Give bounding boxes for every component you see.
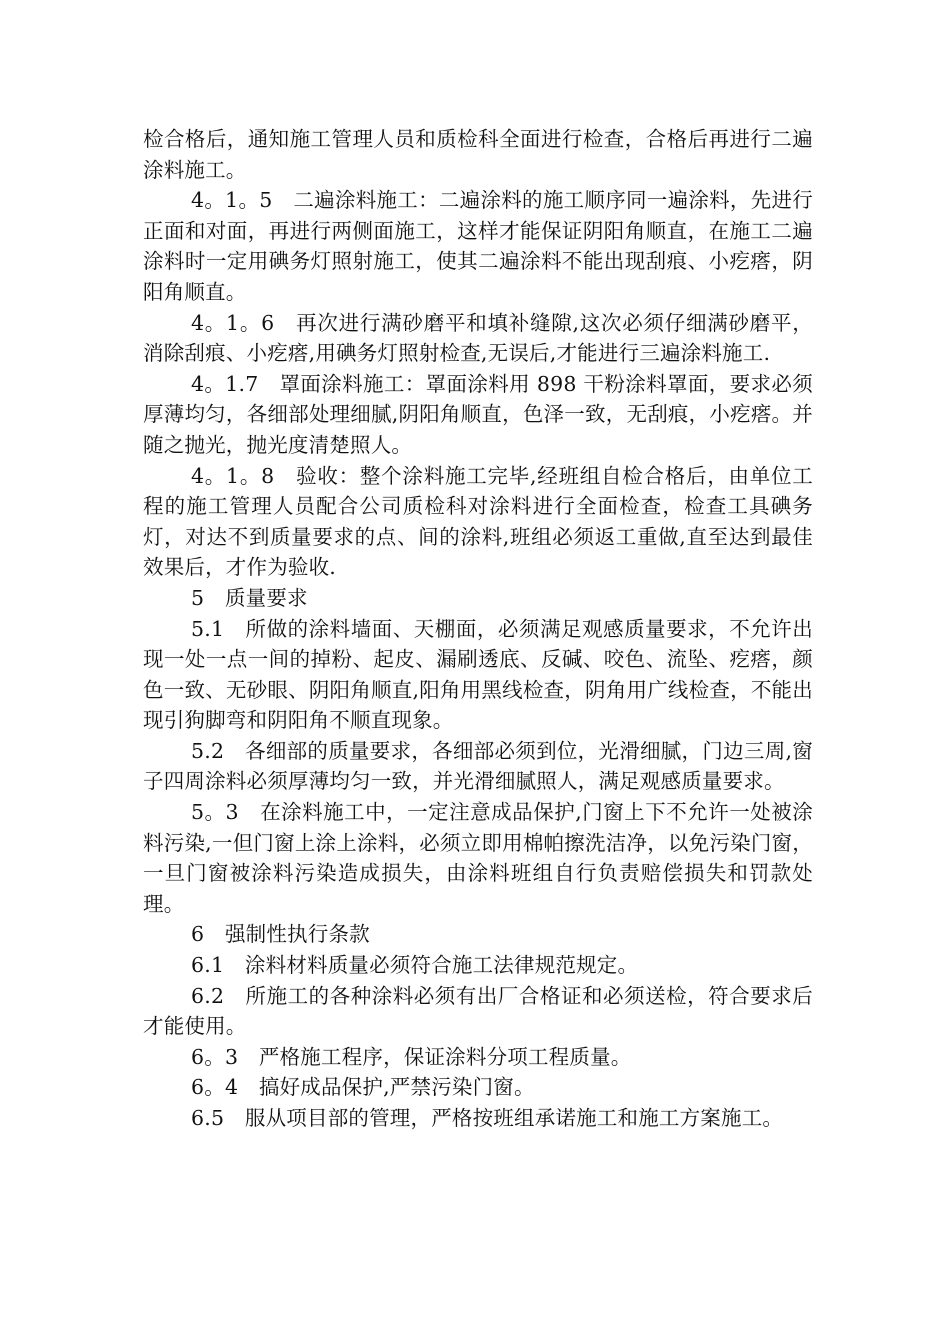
paragraph-6-4: 6。4 搞好成品保护,严禁污染门窗。 — [191, 1075, 535, 1100]
paragraph-continuation: 检合格后，通知施工管理人员和质检科全面进行检查，合格后再进行二遍涂料施工。 — [143, 127, 813, 182]
paragraph-5-1: 5.1 所做的涂料墙面、天棚面，必须满足观感质量要求，不允许出现一处一点一间的掉粉、起皮、漏刷透底、反碱、咬色、流坠、疙瘩，颜色一致、无砂眼、阴阳角顺直,阳角用黑线检查，阴角用广线检查，不能出现引狗脚弯和阴阳角不顺直现象。 — [143, 616, 813, 733]
paragraph-5-3: 5。3 在涂料施工中，一定注意成品保护,门窗上下不允许一处被涂料污染,一但门窗上涂上涂料，必须立即用棉帕擦洗洁净，以免污染门窗，一旦门窗被涂料污染造成损失，由涂料班组自行负责赔偿损失和罚款处理。 — [143, 800, 813, 916]
paragraph-4-1-8: 4。1。8 验收：整个涂料施工完毕,经班组自检合格后，由单位工程的施工管理人员配合公司质检科对涂料进行全面检查，检查工具碘务灯，对达不到质量要求的点、间的涂料,班组必须返工重做,直至达到最佳效果后，才作为验收. — [143, 463, 813, 580]
paragraph-5-2: 5.2 各细部的质量要求，各细部必须到位，光滑细腻，门边三周,窗子四周涂料必须厚薄均匀一致，并光滑细腻照人，满足观感质量要求。 — [143, 738, 813, 794]
section-heading-6: 6 强制性执行条款 — [191, 922, 370, 947]
document-body — [143, 124, 813, 1134]
paragraph-4-1-7: 4。1.7 罩面涂料施工：罩面涂料用 898 干粉涂料罩面，要求必须厚薄均匀，各细部处理细腻,阴阳角顺直，色泽一致，无刮痕，小疙瘩。并随之抛光，抛光度清楚照人。 — [143, 371, 813, 457]
paragraph-4-1-5: 4。1。5 二遍涂料施工：二遍涂料的施工顺序同一遍涂料，先进行正面和对面，再进行两侧面施工，这样才能保证阴阳角顺直，在施工二遍涂料时一定用碘务灯照射施工，使其二遍涂料不能出现刮痕、小疙瘩，阴阳角顺直。 — [143, 188, 813, 304]
paragraph-4-1-6: 4。1。6 再次进行满砂磨平和填补缝隙,这次必须仔细满砂磨平，消除刮痕、小疙瘩,用碘务灯照射检查,无误后,才能进行三遍涂料施工. — [143, 310, 813, 366]
section-heading-5: 5 质量要求 — [191, 585, 308, 610]
paragraph-6-1: 6.1 涂料材料质量必须符合施工法律规范规定。 — [191, 953, 639, 978]
paragraph-6-3: 6。3 严格施工程序，保证涂料分项工程质量。 — [191, 1044, 632, 1069]
paragraph-6-2: 6.2 所施工的各种涂料必须有出厂合格证和必须送检，符合要求后才能使用。 — [143, 983, 813, 1039]
paragraph-6-5: 6.5 服从项目部的管理，严格按班组承诺施工和施工方案施工。 — [191, 1106, 784, 1130]
